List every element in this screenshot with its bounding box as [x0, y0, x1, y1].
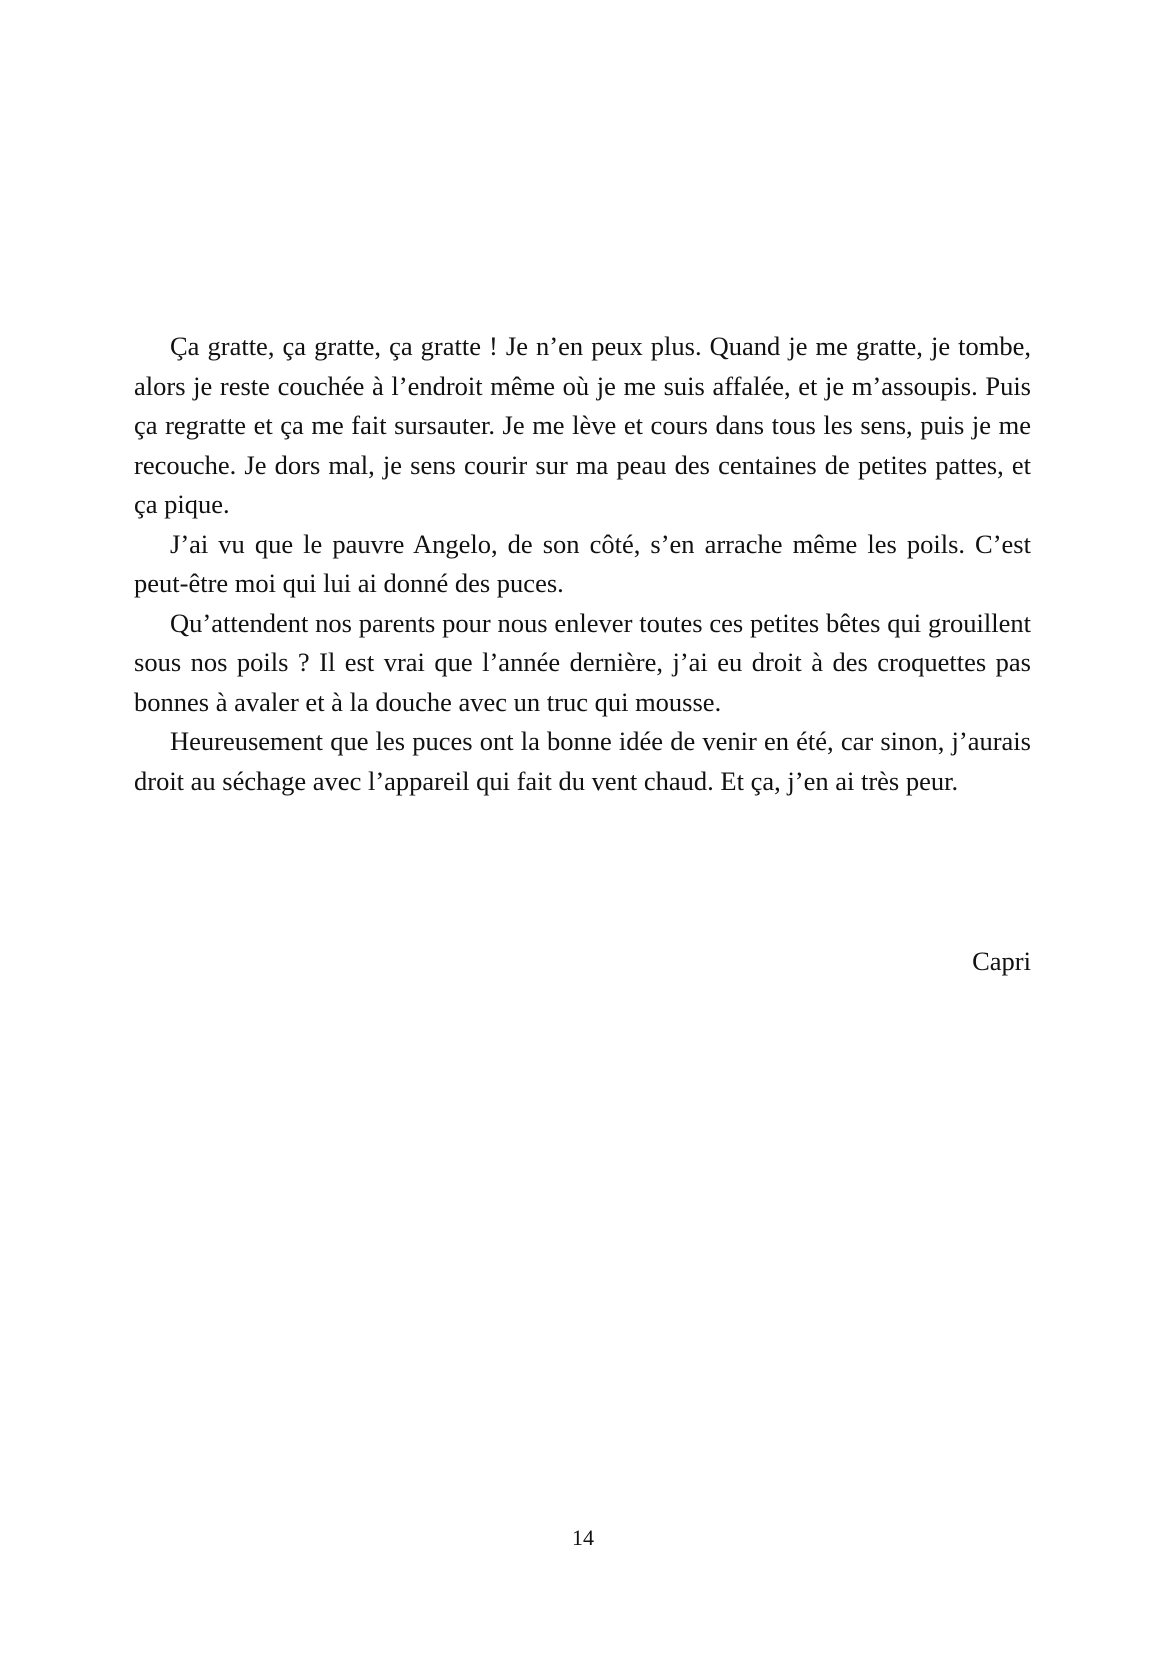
paragraph-3: Qu’attendent nos parents pour nous enlever toutes ces petites bêtes qui grouillent sous nos poils ? Il est vrai que l’année dernière, j’ai eu droit à des croquettes pas bonnes à avaler et à la douche avec un truc qui mousse. — [134, 607, 1031, 717]
paragraph-1: Ça gratte, ça gratte, ça gratte ! Je n’en peux plus. Quand je me gratte, je tombe, alors je reste couchée à l’endroit même où je me suis affalée, et je m’assoupis. Puis ça regratte et ça me fait sursauter. Je me lève et cours dans tous les sens, puis je me recouche. Je dors mal, je sens courir sur ma peau des centaines de petites pattes, et ça pique. — [134, 331, 1031, 519]
paragraph-2: J’ai vu que le pauvre Angelo, de son côté, s’en arrache même les poils. C’est peut-être moi qui lui ai donné des puces. — [134, 528, 1031, 598]
page-number: 14 — [572, 1525, 594, 1550]
body-text — [134, 327, 1031, 801]
signature: Capri — [972, 946, 1031, 976]
paragraph-4: Heureusement que les puces ont la bonne idée de venir en été, car sinon, j’aurais droit au séchage avec l’appareil qui fait du vent chaud. Et ça, j’en ai très peur. — [134, 726, 1031, 796]
